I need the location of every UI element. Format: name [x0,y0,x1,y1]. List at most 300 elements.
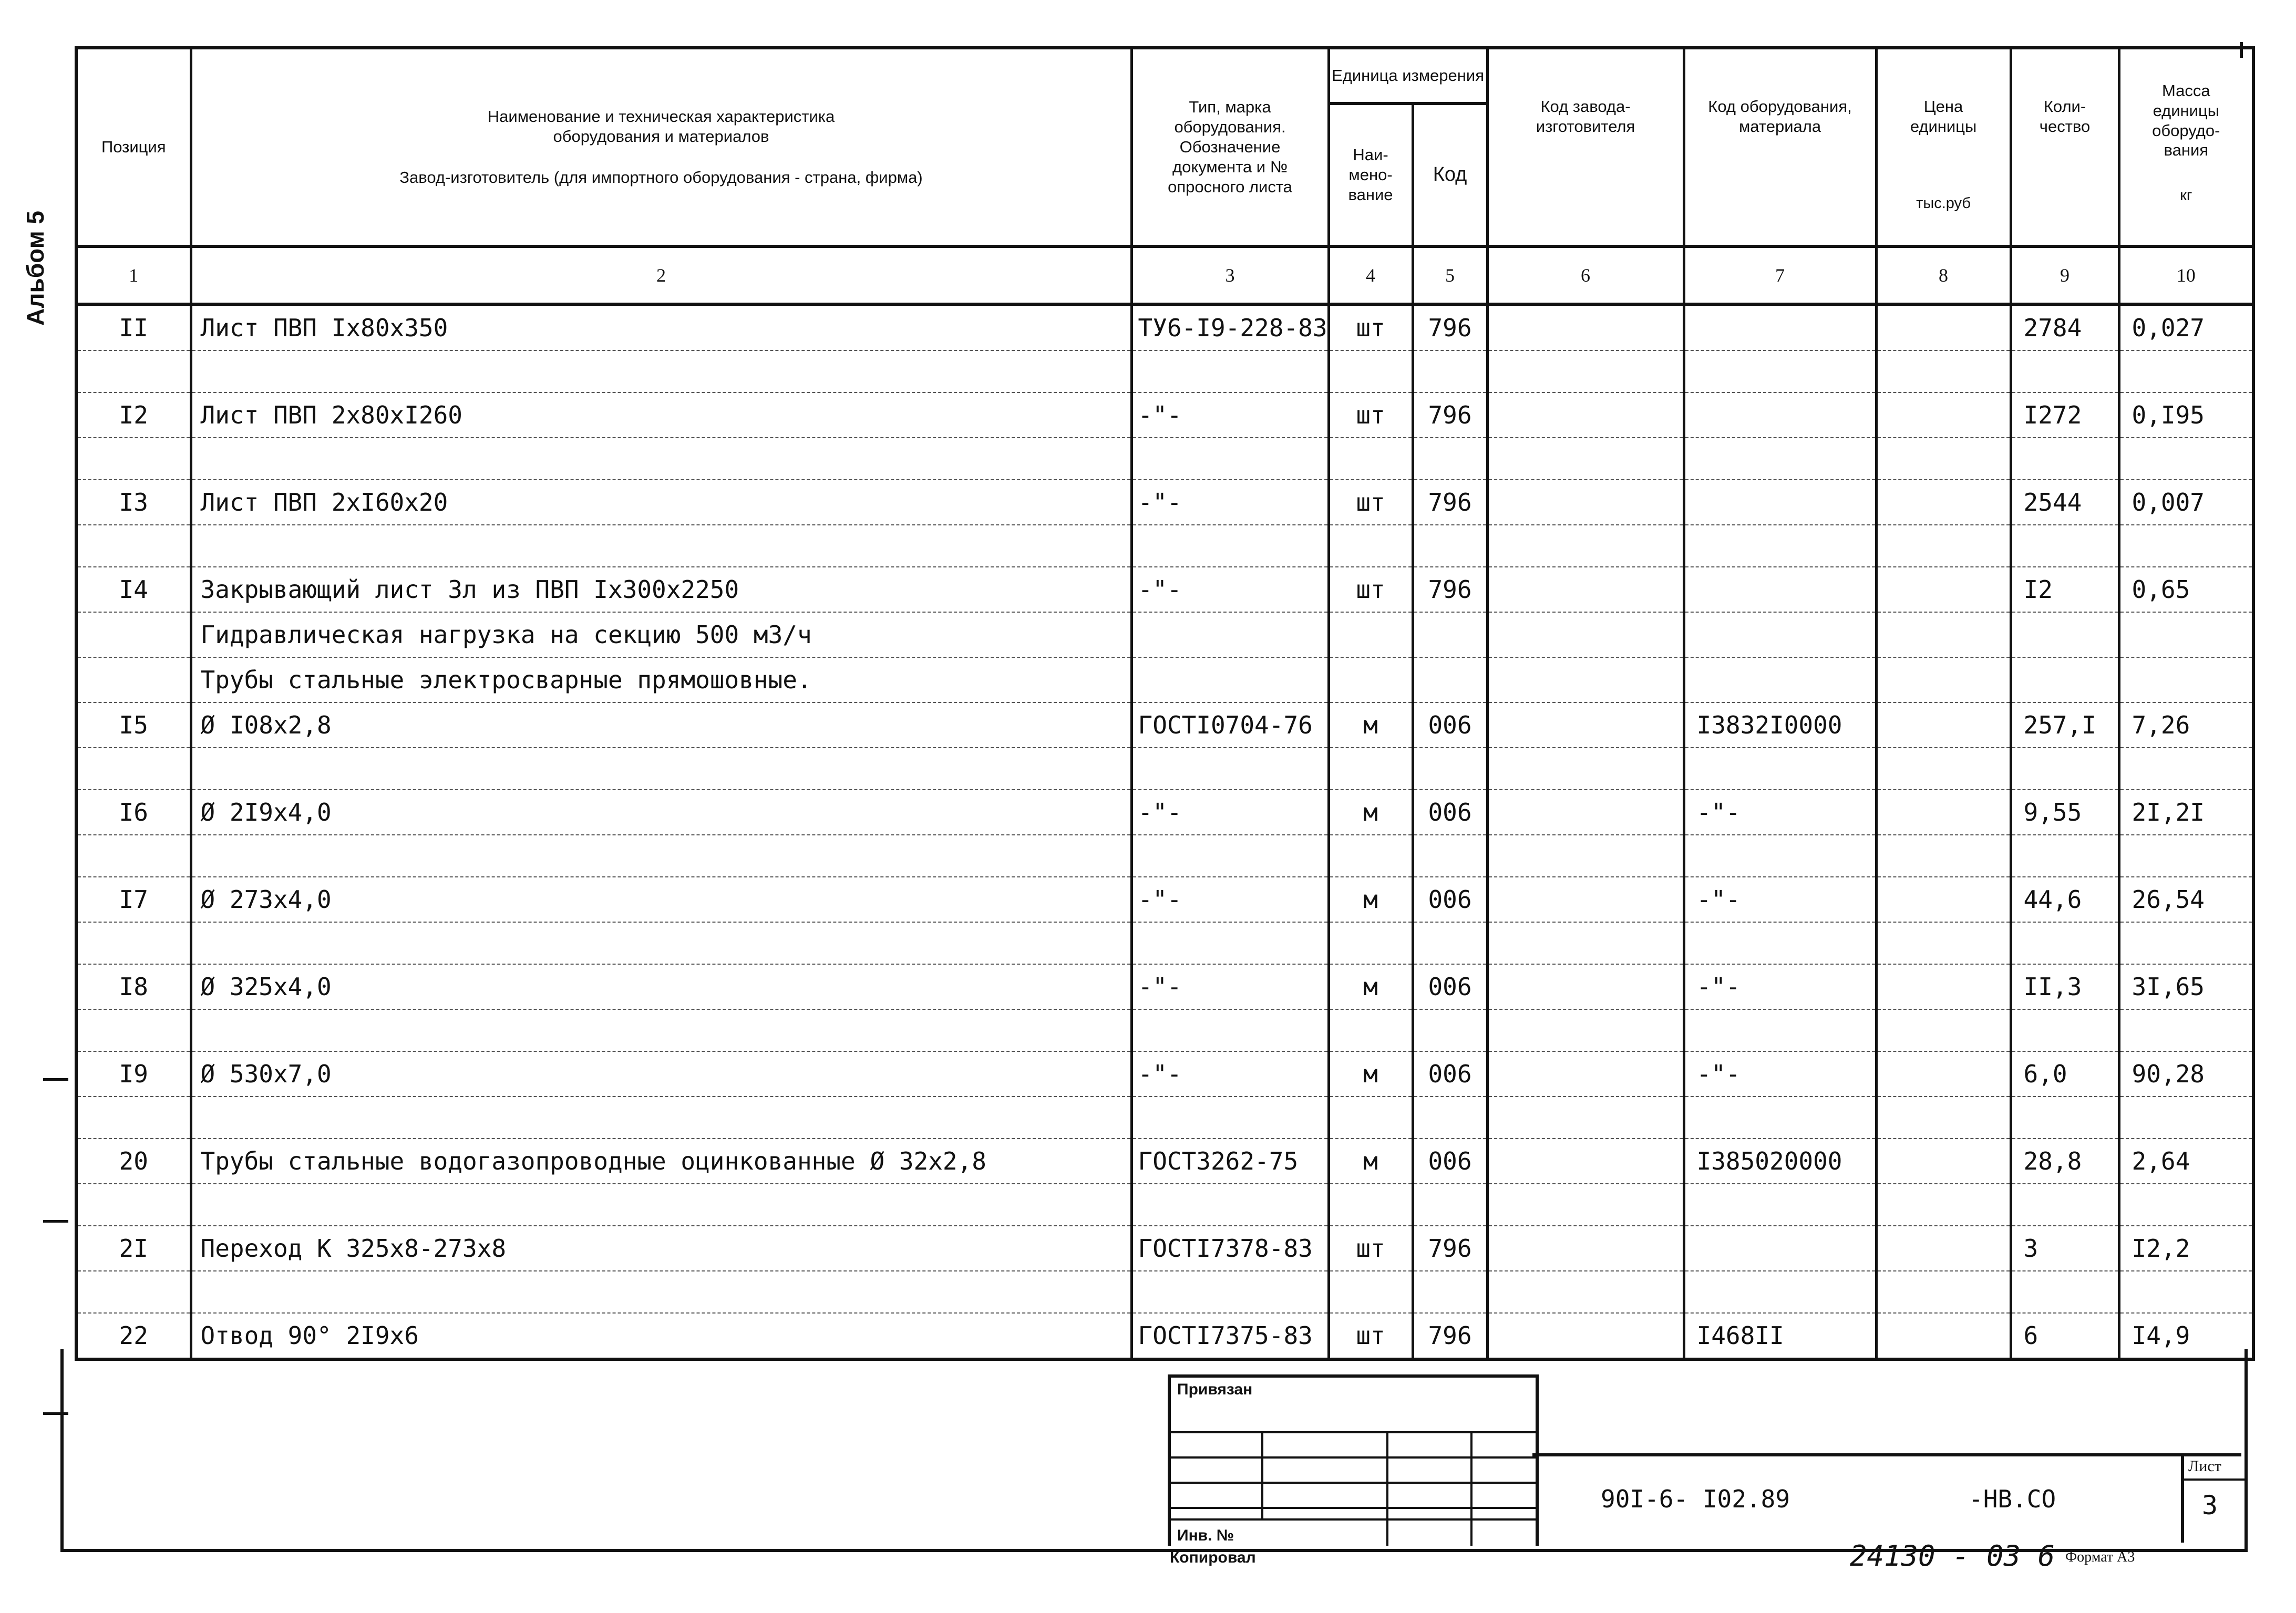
spacer-cell [1413,438,1487,480]
quantity-cell [2011,657,2119,702]
stamp-line [1171,1482,1536,1484]
maker-code-cell [1487,964,1684,1009]
header-maker-code: Код завода- изготовителя [1487,48,1684,246]
position-cell: I2 [76,392,191,438]
table-row [76,877,2253,922]
spacer-cell [76,525,191,567]
spacer-cell [1413,350,1487,392]
mass-cell [2119,657,2253,702]
header-unit-group: Единица измерения [1329,48,1487,104]
price-cell [1876,657,2011,702]
mass-cell: 90,28 [2119,1051,2253,1097]
spacer-cell [191,438,1131,480]
header-mass-unit: кг [2180,187,2192,204]
unit-name-cell [1329,657,1413,702]
material-code-cell: I385020000 [1684,1139,1876,1184]
spacer-cell [2011,350,2119,392]
position-cell: I5 [76,702,191,748]
table-row [76,1051,2253,1097]
spacer-cell [1131,748,1329,790]
spacer-cell [1131,525,1329,567]
spacer-cell [1876,1184,2011,1226]
column-number: 4 [1329,246,1413,304]
spacer-cell [1131,835,1329,877]
spacer-cell [1684,1009,1876,1051]
quantity-cell: I2 [2011,567,2119,612]
spacer-cell [1487,835,1684,877]
material-code-cell: -"- [1684,1051,1876,1097]
spacer-cell [2011,1097,2119,1139]
spacer-cell [1487,525,1684,567]
unit-code-cell: 796 [1413,304,1487,350]
material-code-cell [1684,612,1876,657]
quantity-cell: 3 [2011,1226,2119,1271]
spacer-cell [1131,1097,1329,1139]
mass-cell: 0,027 [2119,304,2253,350]
spacer-cell [1413,922,1487,964]
maker-code-cell [1487,1226,1684,1271]
spacer-cell [1876,748,2011,790]
stamp-line [1171,1518,1536,1521]
spacer-cell [76,350,191,392]
sheet-label: Лист [2188,1457,2221,1475]
spacer-cell [1876,1271,2011,1313]
spacer-cell [1131,438,1329,480]
maker-code-cell [1487,392,1684,438]
spacer-cell [191,835,1131,877]
spacer-cell [1413,1097,1487,1139]
spacer-cell [1684,748,1876,790]
column-number: 8 [1876,246,2011,304]
table-spacer-row [76,922,2253,964]
spacer-cell [1329,922,1413,964]
spacer-cell [1684,922,1876,964]
price-cell [1876,1051,2011,1097]
header-name-line2: оборудования и материалов [553,127,769,146]
document-cell: -"- [1131,877,1329,922]
material-code-cell: -"- [1684,877,1876,922]
table-row [76,790,2253,835]
unit-name-cell [1329,612,1413,657]
price-cell [1876,304,2011,350]
name-cell: Ø I08х2,8 [191,702,1131,748]
unit-name-cell: шт [1329,304,1413,350]
quantity-cell: 2784 [2011,304,2119,350]
name-cell: Отвод 90° 2I9х6 [191,1313,1131,1359]
header-mass [2119,48,2253,246]
header-mass-label: Масса единицы оборудо- вания [2152,81,2220,160]
name-cell: Ø 530х7,0 [191,1051,1131,1097]
name-cell: Лист ПВП Iх80х350 [191,304,1131,350]
stamp-line [1171,1507,1536,1509]
header-quantity: Коли- чество [2011,48,2119,246]
unit-name-cell: шт [1329,1226,1413,1271]
document-cell: -"- [1131,567,1329,612]
stamp-line [1386,1431,1388,1546]
spacer-cell [1131,1184,1329,1226]
table-spacer-row [76,525,2253,567]
spacer-cell [76,748,191,790]
spacer-cell [1487,438,1684,480]
quantity-cell: 6 [2011,1313,2119,1359]
spacer-cell [1876,438,2011,480]
spacer-cell [2119,1184,2253,1226]
column-number: 9 [2011,246,2119,304]
position-cell: I9 [76,1051,191,1097]
unit-name-cell: шт [1329,1313,1413,1359]
position-cell: I6 [76,790,191,835]
stamp-bound-label: Привязан [1177,1381,1253,1398]
unit-code-cell: 796 [1413,1313,1487,1359]
unit-name-cell: м [1329,1051,1413,1097]
document-cell: -"- [1131,480,1329,525]
quantity-cell: 6,0 [2011,1051,2119,1097]
material-code-cell [1684,480,1876,525]
mass-cell: 26,54 [2119,877,2253,922]
spacer-cell [1329,748,1413,790]
spacer-cell [191,1271,1131,1313]
spacer-cell [1487,350,1684,392]
maker-code-cell [1487,702,1684,748]
spacer-cell [191,1097,1131,1139]
price-cell [1876,612,2011,657]
spacer-cell [1684,835,1876,877]
maker-code-cell [1487,1139,1684,1184]
position-cell: I3 [76,480,191,525]
material-code-cell: I468II [1684,1313,1876,1359]
spacer-cell [191,1009,1131,1051]
spacer-cell [2119,1009,2253,1051]
spacer-cell [2119,1097,2253,1139]
position-cell: II [76,304,191,350]
quantity-cell: I272 [2011,392,2119,438]
header-price-unit: тыс.руб [1916,194,1971,212]
stamp-line [1470,1431,1473,1546]
spacer-cell [1487,748,1684,790]
header-position: Позиция [76,48,191,246]
maker-code-cell [1487,790,1684,835]
column-number-row [76,246,2253,304]
unit-code-cell: 796 [1413,567,1487,612]
position-cell [76,612,191,657]
header-name-line1: Наименование и техническая характеристика [487,107,835,126]
spacer-cell [76,835,191,877]
spacer-cell [1329,525,1413,567]
spacer-cell [1413,1184,1487,1226]
spacer-cell [1329,438,1413,480]
document-cell: ТУ6-I9-228-83 [1131,304,1329,350]
spacer-cell [2011,1271,2119,1313]
unit-code-cell: 006 [1413,964,1487,1009]
album-label: Альбом 5 [22,210,49,326]
spacer-cell [1487,922,1684,964]
position-cell: I7 [76,877,191,922]
spacer-cell [1684,1097,1876,1139]
table-row [76,612,2253,657]
spacer-cell [1413,748,1487,790]
document-cell: ГОСТI7375-83 [1131,1313,1329,1359]
spacer-cell [2011,922,2119,964]
document-cell: -"- [1131,392,1329,438]
spacer-cell [76,438,191,480]
quantity-cell: 2544 [2011,480,2119,525]
quantity-cell [2011,612,2119,657]
spacer-cell [1684,350,1876,392]
document-cell: ГОСТI0704-76 [1131,702,1329,748]
spacer-cell [2119,350,2253,392]
spacer-cell [191,748,1131,790]
document-cell: -"- [1131,790,1329,835]
specification-table [75,46,2255,1361]
spacer-cell [1684,1271,1876,1313]
header-unit-name: Наи- мено- вание [1329,104,1413,246]
name-cell: Закрывающий лист Зл из ПВП Iх300х2250 [191,567,1131,612]
column-number: 7 [1684,246,1876,304]
spacer-cell [2011,438,2119,480]
margin-tick [43,1220,68,1223]
name-cell: Лист ПВП 2хI60х20 [191,480,1131,525]
spacer-cell [2119,748,2253,790]
price-cell [1876,702,2011,748]
maker-code-cell [1487,304,1684,350]
spacer-cell [1876,1097,2011,1139]
table-spacer-row [76,350,2253,392]
table-row [76,392,2253,438]
spacer-cell [1876,525,2011,567]
price-cell [1876,480,2011,525]
unit-code-cell: 006 [1413,1051,1487,1097]
header-price [1876,48,2011,246]
spacer-cell [1487,1009,1684,1051]
document-cell: -"- [1131,1051,1329,1097]
quantity-cell: II,3 [2011,964,2119,1009]
spacer-cell [1684,438,1876,480]
unit-code-cell: 006 [1413,1139,1487,1184]
copied-label: Копировал [1170,1549,1256,1566]
column-number: 5 [1413,246,1487,304]
spacer-cell [2119,835,2253,877]
price-cell [1876,392,2011,438]
spacer-cell [2119,438,2253,480]
maker-code-cell [1487,612,1684,657]
table-row [76,1139,2253,1184]
spacer-cell [76,1009,191,1051]
mass-cell: I2,2 [2119,1226,2253,1271]
table-spacer-row [76,1097,2253,1139]
position-cell: 2I [76,1226,191,1271]
table-spacer-row [76,748,2253,790]
position-cell: I4 [76,567,191,612]
spacer-cell [76,1097,191,1139]
name-cell: Переход К 325х8-273х8 [191,1226,1131,1271]
sheet-box [2181,1455,2244,1543]
unit-name-cell: м [1329,702,1413,748]
unit-code-cell [1413,657,1487,702]
unit-name-cell: м [1329,877,1413,922]
spacer-cell [1131,1009,1329,1051]
stamp-line [1171,1456,1536,1459]
binding-stamp [1168,1374,1539,1546]
spacer-cell [1329,835,1413,877]
table-row [76,657,2253,702]
material-code-cell [1684,392,1876,438]
spacer-cell [1684,525,1876,567]
spacer-cell [1684,1184,1876,1226]
table-row [76,702,2253,748]
quantity-cell: 44,6 [2011,877,2119,922]
unit-name-cell: м [1329,790,1413,835]
unit-code-cell: 006 [1413,877,1487,922]
maker-code-cell [1487,480,1684,525]
spacer-cell [76,922,191,964]
spacer-cell [1131,350,1329,392]
margin-tick [43,1078,68,1081]
spacer-cell [2119,922,2253,964]
spacer-cell [191,350,1131,392]
mass-cell: 7,26 [2119,702,2253,748]
quantity-cell: 9,55 [2011,790,2119,835]
header-material-code: Код оборудования, материала [1684,48,1876,246]
mass-cell: 2I,2I [2119,790,2253,835]
table-row [76,1226,2253,1271]
name-cell: Трубы стальные электросварные прямошовные. [191,657,1131,702]
position-cell: 22 [76,1313,191,1359]
unit-code-cell: 006 [1413,702,1487,748]
unit-name-cell: шт [1329,567,1413,612]
stamp-line [1171,1431,1536,1433]
table-spacer-row [76,1009,2253,1051]
document-cell [1131,657,1329,702]
price-cell [1876,1226,2011,1271]
mass-cell: 0,65 [2119,567,2253,612]
price-cell [1876,877,2011,922]
header-name-line3: Завод-изготовитель (для импортного оборудования - страна, фирма) [399,168,923,187]
column-number: 1 [76,246,191,304]
unit-code-cell: 796 [1413,392,1487,438]
name-cell: Трубы стальные водогазопроводные оцинкованные Ø 32х2,8 [191,1139,1131,1184]
document-cell: -"- [1131,964,1329,1009]
document-suffix: -НВ.СО [1969,1485,2056,1513]
spacer-cell [1487,1184,1684,1226]
table-row [76,964,2253,1009]
name-cell: Лист ПВП 2х80хI260 [191,392,1131,438]
format-label: Формат А3 [2065,1549,2135,1565]
price-cell [1876,964,2011,1009]
mass-cell [2119,612,2253,657]
spacer-cell [1329,1097,1413,1139]
header-unit-code: Код [1413,104,1487,246]
mass-cell: 2,64 [2119,1139,2253,1184]
spacer-cell [76,1271,191,1313]
material-code-cell: I3832I0000 [1684,702,1876,748]
header-name [191,48,1131,246]
maker-code-cell [1487,657,1684,702]
inventory-number: 24130 - 03 6 [1850,1539,2055,1573]
spacer-cell [1413,1009,1487,1051]
document-title-block [1532,1453,2241,1546]
material-code-cell [1684,304,1876,350]
spacer-cell [1329,1009,1413,1051]
maker-code-cell [1487,877,1684,922]
spacer-cell [1413,1271,1487,1313]
document-cell: ГОСТI7378-83 [1131,1226,1329,1271]
position-cell [76,657,191,702]
spacer-cell [191,525,1131,567]
unit-code-cell: 796 [1413,480,1487,525]
sheet-divider [2184,1478,2244,1481]
mass-cell: 0,I95 [2119,392,2253,438]
unit-name-cell: шт [1329,480,1413,525]
unit-name-cell: м [1329,1139,1413,1184]
spacer-cell [191,1184,1131,1226]
material-code-cell: -"- [1684,964,1876,1009]
unit-name-cell: м [1329,964,1413,1009]
price-cell [1876,1139,2011,1184]
name-cell: Ø 273х4,0 [191,877,1131,922]
price-cell [1876,567,2011,612]
spacer-cell [2011,525,2119,567]
spacer-cell [1876,1009,2011,1051]
stamp-inventory-label: Инв. № [1177,1527,1234,1544]
table-spacer-row [76,438,2253,480]
mass-cell: 3I,65 [2119,964,2253,1009]
spacer-cell [2011,1009,2119,1051]
unit-code-cell: 796 [1413,1226,1487,1271]
spacer-cell [191,922,1131,964]
spacer-cell [1876,350,2011,392]
name-cell: Гидравлическая нагрузка на секцию 500 м3/ч [191,612,1131,657]
material-code-cell [1684,657,1876,702]
document-cell [1131,612,1329,657]
spacer-cell [1487,1271,1684,1313]
header-doc: Тип, марка оборудования. Обозначение документа и № опросного листа [1131,48,1329,246]
material-code-cell [1684,567,1876,612]
mass-cell: 0,007 [2119,480,2253,525]
quantity-cell: 28,8 [2011,1139,2119,1184]
spacer-cell [1329,1184,1413,1226]
table-row [76,480,2253,525]
column-number: 6 [1487,246,1684,304]
header-price-label: Цена единицы [1910,97,1977,136]
spacer-cell [2119,1271,2253,1313]
spacer-cell [2011,1184,2119,1226]
table-spacer-row [76,1271,2253,1313]
spacer-cell [2119,525,2253,567]
spacer-cell [1131,1271,1329,1313]
unit-code-cell: 006 [1413,790,1487,835]
spacer-cell [76,1184,191,1226]
maker-code-cell [1487,567,1684,612]
table-row [76,567,2253,612]
document-code: 90I-6- I02.89 [1601,1485,1790,1513]
position-cell: 20 [76,1139,191,1184]
table-row [76,304,2253,350]
name-cell: Ø 2I9х4,0 [191,790,1131,835]
spacer-cell [1329,1271,1413,1313]
spacer-cell [1413,525,1487,567]
table-spacer-row [76,1184,2253,1226]
quantity-cell: 257,I [2011,702,2119,748]
unit-code-cell [1413,612,1487,657]
sheet-number: 3 [2202,1490,2218,1521]
column-number: 3 [1131,246,1329,304]
spacer-cell [1487,1097,1684,1139]
material-code-cell: -"- [1684,790,1876,835]
maker-code-cell [1487,1051,1684,1097]
price-cell [1876,790,2011,835]
stamp-line [1261,1431,1263,1518]
spacer-cell [1876,922,2011,964]
